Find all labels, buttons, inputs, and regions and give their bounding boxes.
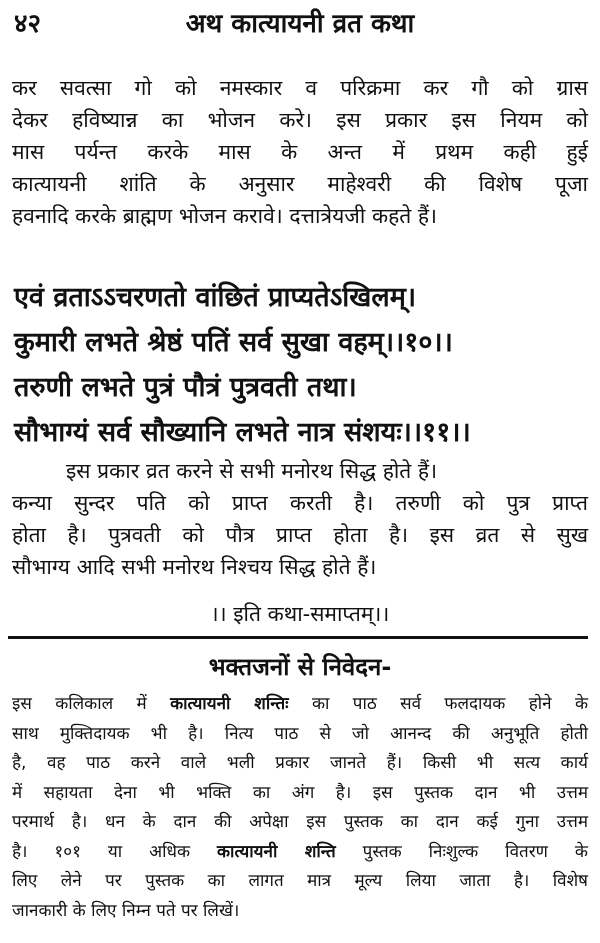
intro-line: मास पर्यन्त करके मास के अन्त में प्रथम कही हुई bbox=[12, 140, 588, 164]
sanskrit-verse bbox=[14, 275, 588, 455]
intro-line: देकर हविष्यान्न का भोजन करे। इस प्रकार इस नियम को bbox=[12, 108, 588, 132]
meaning-line: इस प्रकार व्रत करने से सभी मनोरथ सिद्ध होते हैं। bbox=[66, 459, 438, 483]
verse-line: एवं व्रताऽऽचरणतो वांछितं प्राप्यतेऽखिलम्। bbox=[14, 282, 417, 313]
running-title: अथ कात्यायनी व्रत कथा bbox=[185, 9, 415, 39]
notice-bold-title: कात्यायनी शन्ति bbox=[217, 841, 336, 862]
notice-line: है, वह पाठ करने वाले भली प्रकार जानते हैं। किसी भी सत्य कार्य bbox=[12, 753, 588, 773]
verse-line: कुमारी लभते श्रेष्ठं पतिं सर्व सुखा वहम्।।१०।। bbox=[14, 327, 453, 358]
notice-text: पुस्तक निःशुल्क वितरण के bbox=[335, 841, 588, 862]
notice-line bbox=[12, 838, 588, 868]
notice-heading: भक्तजनों से निवेदन- bbox=[208, 653, 392, 681]
meaning-line: होता है। पुत्रवती को पौत्र प्राप्त होता है। इस व्रत से सुख bbox=[12, 523, 588, 547]
section-divider bbox=[8, 636, 588, 639]
intro-paragraph bbox=[12, 72, 588, 232]
notice-line bbox=[12, 690, 588, 720]
notice-text: इस कलिकाल में bbox=[12, 694, 171, 714]
notice-text: का पाठ सर्व फलदायक होने के bbox=[288, 694, 588, 714]
verse-line: तरुणी लभते पुत्रं पौत्रं पुत्रवती तथा। bbox=[14, 372, 357, 403]
intro-line: कर सवत्सा गो को नमस्कार व परिक्रमा कर गौ को ग्रास bbox=[12, 76, 588, 100]
closing-line: ।। इति कथा-समाप्तम्।। bbox=[210, 602, 390, 626]
verse-line: सौभाग्यं सर्व सौख्यानि लभते नात्र संशयः।।११।। bbox=[14, 417, 471, 448]
notice-line: परमार्थ है। धन के दान की अपेक्षा इस पुस्तक का दान कई गुना उत्तम bbox=[12, 812, 588, 832]
notice-paragraph bbox=[12, 690, 588, 926]
meaning-paragraph bbox=[12, 455, 588, 583]
notice-bold-title: कात्यायनी शन्तिः bbox=[170, 694, 289, 714]
page-header bbox=[0, 0, 600, 48]
notice-line: लिए लेने पर पुस्तक का लागत मात्र मूल्य लिया जाता है। विशेष bbox=[12, 871, 588, 891]
intro-line: कात्यायनी शांति के अनुसार माहेश्वरी की विशेष पूजा bbox=[12, 172, 588, 196]
intro-line: हवनादि करके ब्राह्मण भोजन करावे। दत्तात्रेयजी कहते हैं। bbox=[12, 204, 437, 228]
meaning-line: सौभाग्य आदि सभी मनोरथ निश्चय सिद्ध होते हैं। bbox=[12, 555, 377, 579]
notice-text: है। १०१ या अधिक bbox=[12, 841, 217, 862]
meaning-line: कन्या सुन्दर पति को प्राप्त करती है। तरुणी को पुत्र प्राप्त bbox=[12, 491, 588, 515]
page-number: ४२ bbox=[14, 9, 42, 39]
notice-line: में सहायता देना भी भक्ति का अंग है। इस पुस्तक दान भी उत्तम bbox=[12, 782, 588, 803]
notice-line: जानकारी के लिए निम्न पते पर लिखें। bbox=[12, 900, 240, 921]
notice-line: साथ मुक्तिदायक भी है। नित्य पाठ से जो आनन्द की अनुभूति होती bbox=[12, 723, 588, 744]
